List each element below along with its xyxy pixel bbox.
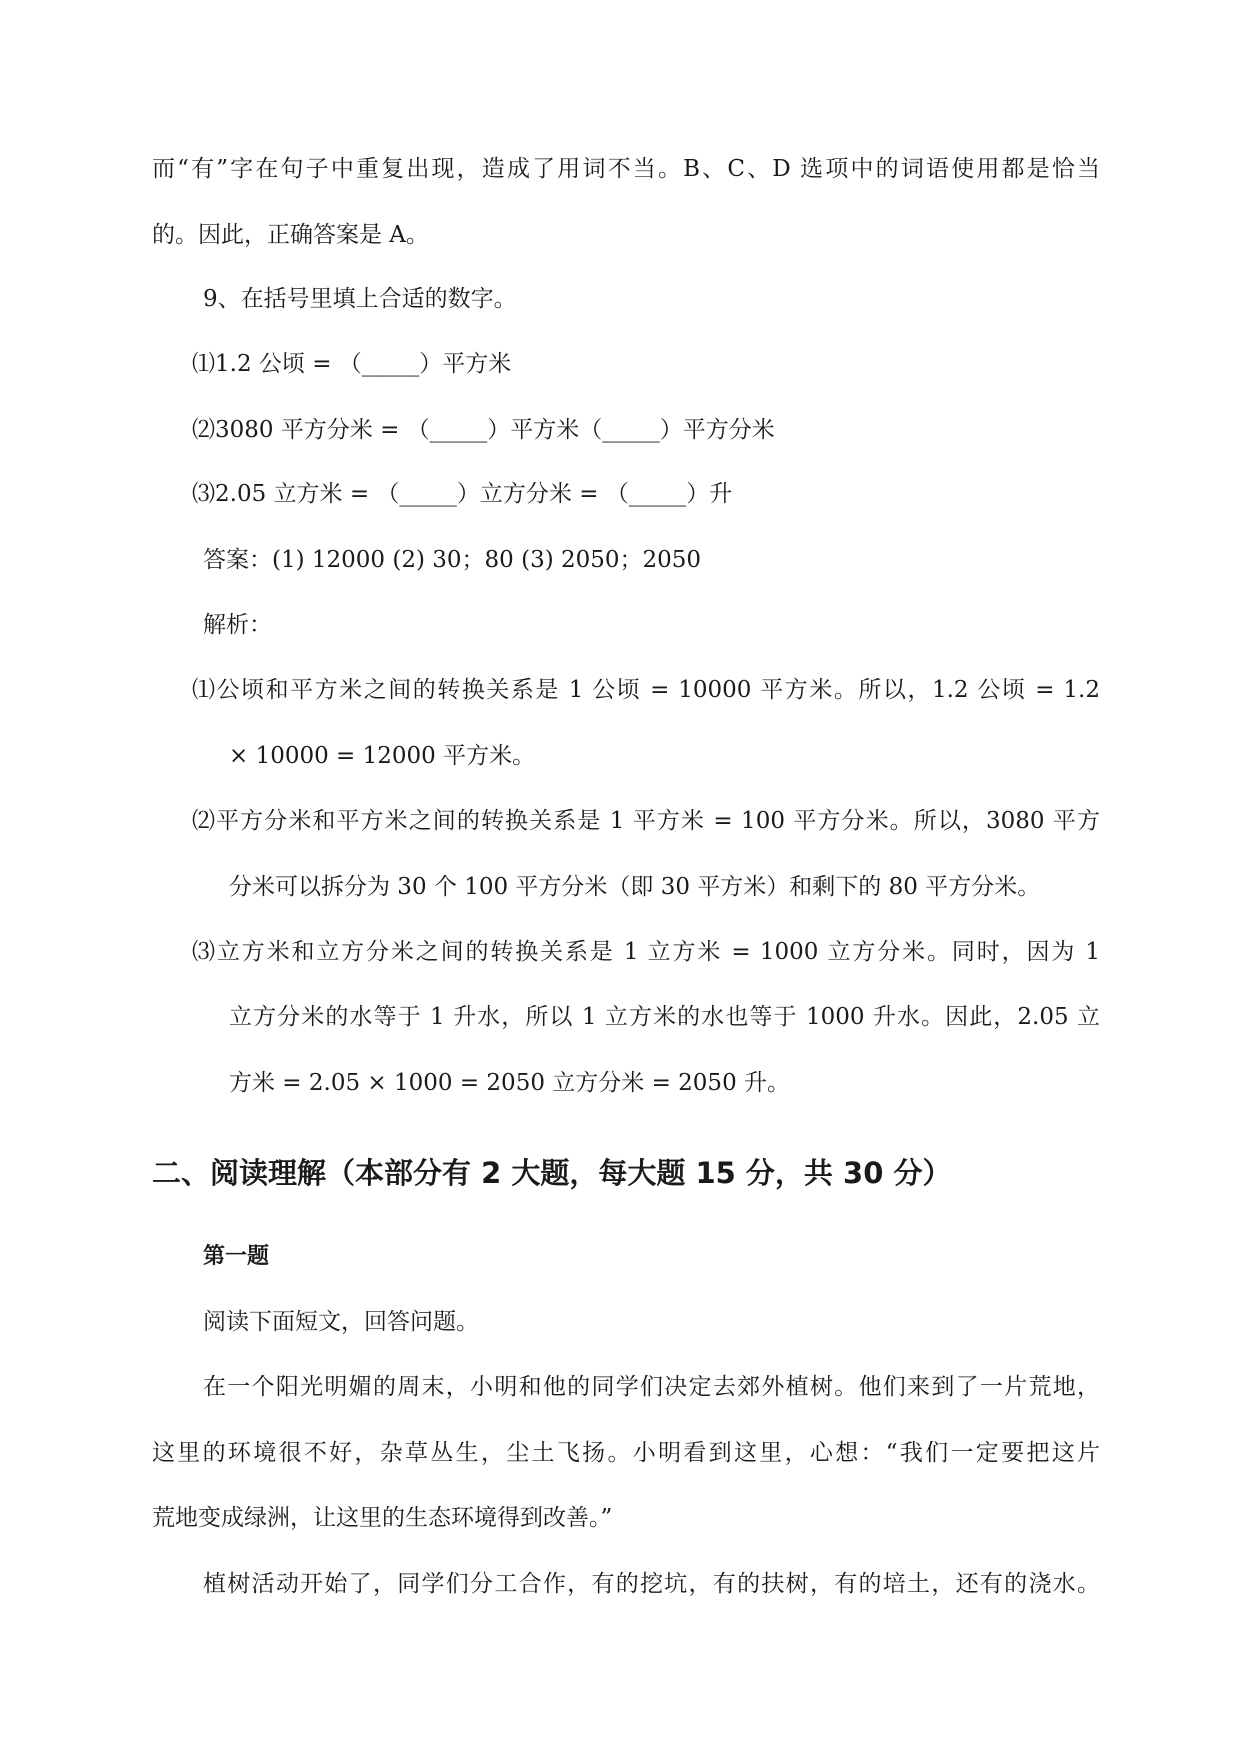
analysis-line: 立方分米的水等于 1 升水，所以 1 立方米的水也等于 1000 升水。因此，2.05 立	[229, 1004, 1100, 1030]
continuation-line: 的。因此，正确答案是 A。	[152, 222, 429, 248]
analysis-line: × 10000 = 12000 平方米。	[229, 743, 536, 769]
analysis-line: ⑵平方分米和平方米之间的转换关系是 1 平方米 = 100 平方分米。所以，3080 平方	[192, 808, 1100, 834]
question-item: ⑶2.05 立方米 = （_____）立方分米 = （_____）升	[192, 481, 733, 507]
analysis-line: 方米 = 2.05 × 1000 = 2050 立方分米 = 2050 升。	[229, 1070, 791, 1096]
continuation-line: 而“有”字在句子中重复出现，造成了用词不当。B、C、D 选项中的词语使用都是恰当	[152, 156, 1100, 182]
analysis-label: 解析：	[203, 612, 272, 638]
passage-line: 植树活动开始了，同学们分工合作，有的挖坑，有的扶树，有的培土，还有的浇水。	[203, 1571, 1100, 1597]
analysis-line: 分米可以拆分为 30 个 100 平方分米（即 30 平方米）和剩下的 80 平方分米。	[229, 874, 1041, 900]
answer-line: 答案：(1) 12000 (2) 30；80 (3) 2050；2050	[203, 547, 702, 573]
analysis-line: ⑴公顷和平方米之间的转换关系是 1 公顷 = 10000 平方米。所以，1.2 公顷 = 1.2	[192, 677, 1100, 703]
section-heading: 二、阅读理解（本部分有 2 大题，每大题 15 分，共 30 分）	[152, 1156, 952, 1190]
question-item: ⑴1.2 公顷 = （_____）平方米	[192, 351, 512, 377]
instruction-line: 阅读下面短文，回答问题。	[203, 1309, 479, 1335]
subsection-title: 第一题	[203, 1244, 270, 1269]
passage-line: 荒地变成绿洲，让这里的生态环境得到改善。”	[152, 1505, 613, 1531]
analysis-line: ⑶立方米和立方分米之间的转换关系是 1 立方米 = 1000 立方分米。同时，因为 1	[192, 939, 1100, 965]
passage-line: 在一个阳光明媚的周末，小明和他的同学们决定去郊外植树。他们来到了一片荒地，	[203, 1374, 1100, 1400]
question-title: 9、在括号里填上合适的数字。	[203, 286, 517, 312]
passage-line: 这里的环境很不好，杂草丛生，尘土飞扬。小明看到这里，心想：“我们一定要把这片	[152, 1440, 1100, 1466]
question-item: ⑵3080 平方分米 = （_____）平方米（_____）平方分米	[192, 417, 775, 443]
